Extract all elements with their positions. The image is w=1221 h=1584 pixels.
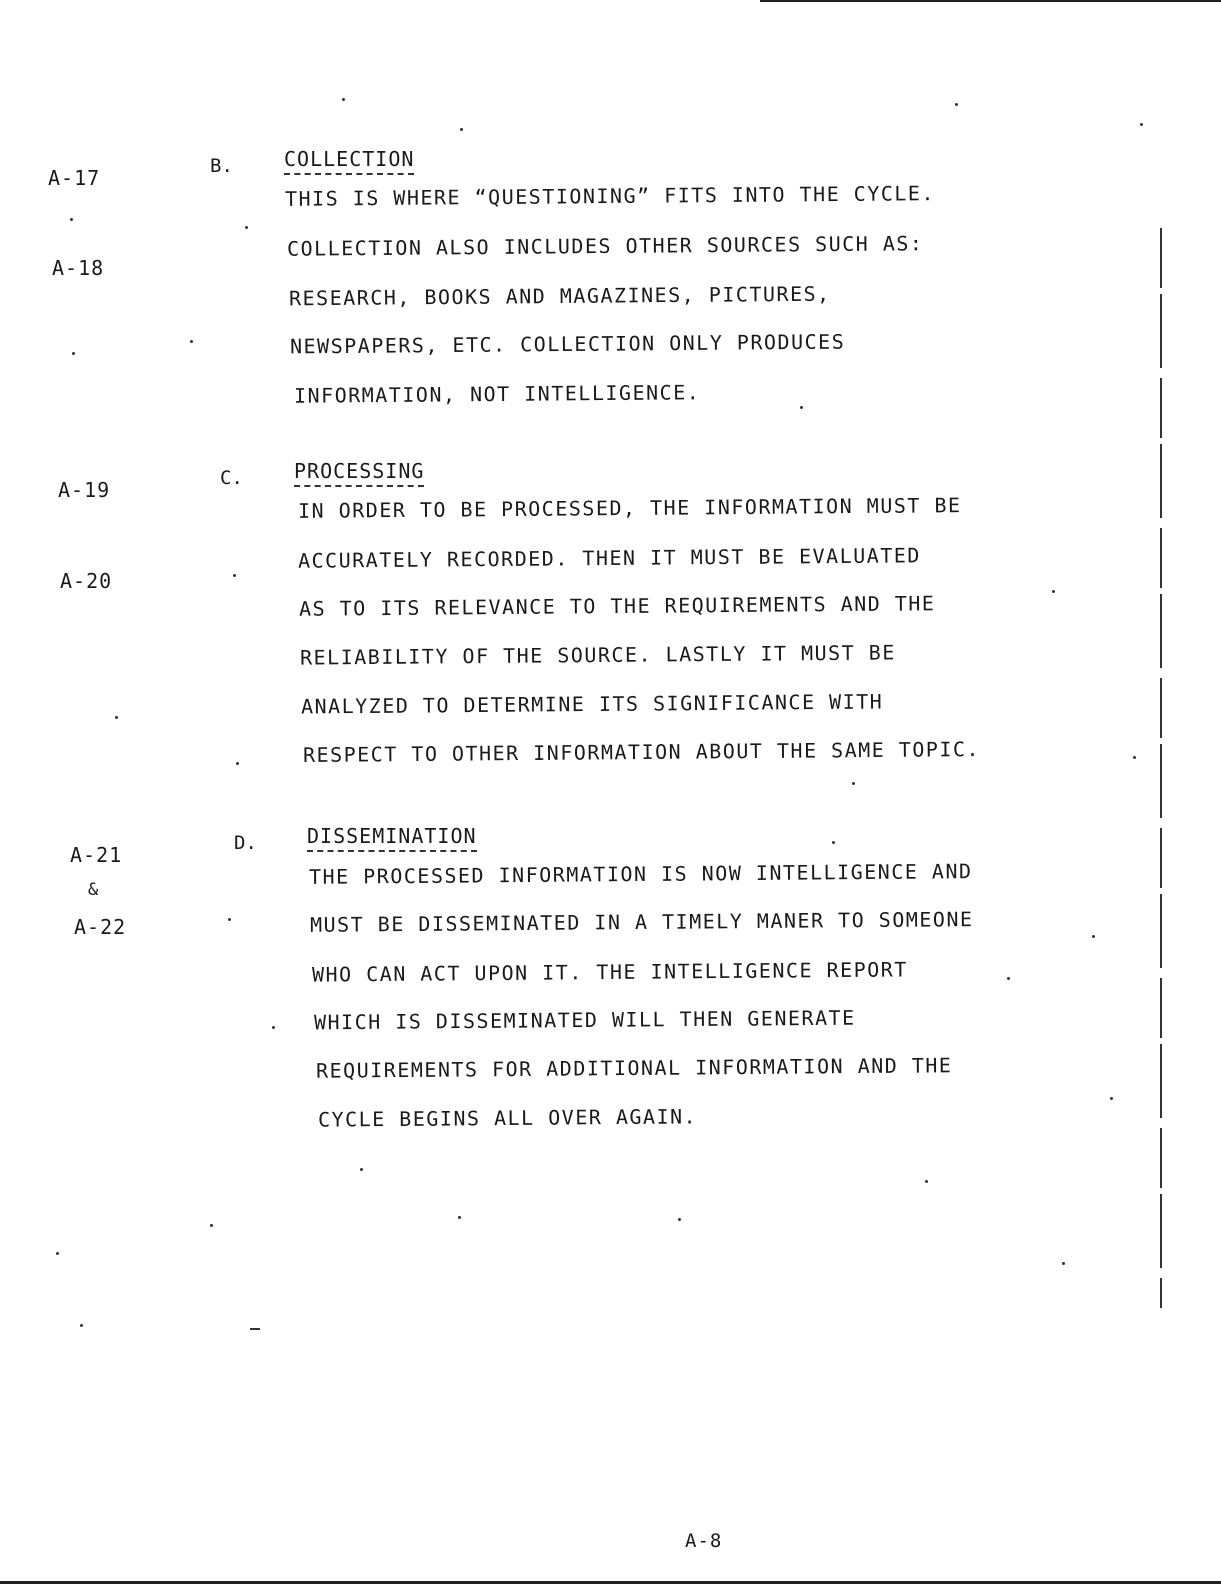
processing-line-6: RESPECT TO OTHER INFORMATION ABOUT THE SAME TOPIC. (302, 737, 981, 767)
scan-speck (1052, 590, 1055, 593)
collection-line-5: INFORMATION, NOT INTELLIGENCE. (293, 380, 701, 408)
scan-speck (272, 1026, 275, 1029)
scan-speck (210, 1224, 213, 1227)
section-letter-b: B. (210, 155, 233, 177)
processing-line-3: AS TO ITS RELEVANCE TO THE REQUIREMENTS AND THE (298, 591, 936, 621)
dissemination-line-3: WHO CAN ACT UPON IT. THE INTELLIGENCE REPORT (311, 957, 908, 987)
scan-speck (342, 98, 345, 101)
scan-speck (1062, 1262, 1065, 1265)
scan-speck (1133, 756, 1136, 759)
dissemination-line-1: THE PROCESSED INFORMATION IS NOW INTELLIGENCE AND (308, 859, 973, 889)
scan-speck (56, 1252, 59, 1255)
scan-speck (70, 218, 73, 221)
scan-speck (1007, 977, 1010, 980)
scan-speck (228, 918, 231, 921)
scan-speck (460, 128, 463, 131)
section-heading-processing: PROCESSING (294, 459, 424, 487)
scan-speck (955, 103, 958, 106)
margin-ref-a21: A-21 (70, 843, 123, 867)
dissemination-line-5: REQUIREMENTS FOR ADDITIONAL INFORMATION AND THE (315, 1053, 953, 1083)
scan-speck (250, 1328, 260, 1330)
scan-speck (236, 762, 239, 765)
section-heading-dissemination: DISSEMINATION (307, 824, 477, 852)
collection-line-1: THIS IS WHERE “QUESTIONING” FITS INTO THE CYCLE. (284, 181, 936, 211)
right-margin-rule (1160, 228, 1162, 1308)
scan-speck (925, 1180, 928, 1183)
processing-line-1: IN ORDER TO BE PROCESSED, THE INFORMATION MUST BE (297, 493, 962, 523)
page-number: A-8 (685, 1530, 723, 1552)
margin-ref-a20: A-20 (60, 569, 113, 593)
scan-speck (245, 226, 248, 229)
scan-speck (80, 1324, 83, 1327)
scan-speck (852, 782, 855, 785)
scan-speck (1140, 123, 1143, 126)
dissemination-line-2: MUST BE DISSEMINATED IN A TIMELY MANER TO SOMEONE (309, 907, 974, 937)
scan-speck (458, 1216, 461, 1219)
scan-speck (832, 841, 835, 844)
margin-ref-a19: A-19 (58, 478, 111, 502)
scan-speck (72, 352, 75, 355)
section-letter-d: D. (234, 832, 257, 854)
section-heading-collection: COLLECTION (284, 147, 414, 175)
collection-line-2: COLLECTION ALSO INCLUDES OTHER SOURCES SUCH AS: (286, 231, 924, 261)
top-edge-rule (760, 0, 1221, 2)
margin-ref-a22: A-22 (74, 915, 127, 939)
scan-speck (233, 574, 236, 577)
margin-ref-a18: A-18 (52, 256, 105, 280)
processing-line-4: RELIABILITY OF THE SOURCE. LASTLY IT MUST BE (299, 640, 896, 670)
dissemination-line-6: CYCLE BEGINS ALL OVER AGAIN. (317, 1104, 698, 1132)
section-letter-c: C. (220, 467, 243, 489)
processing-line-5: ANALYZED TO DETERMINE ITS SIGNIFICANCE WITH (300, 689, 884, 719)
collection-line-3: RESEARCH, BOOKS AND MAGAZINES, PICTURES, (288, 281, 831, 311)
scan-speck (1110, 1097, 1113, 1100)
collection-line-4: NEWSPAPERS, ETC. COLLECTION ONLY PRODUCES (289, 329, 846, 359)
processing-line-2: ACCURATELY RECORDED. THEN IT MUST BE EVALUATED (297, 543, 921, 573)
margin-ref-a17: A-17 (48, 166, 101, 190)
scan-speck (115, 716, 118, 719)
scan-speck (800, 406, 803, 409)
scan-speck (1092, 935, 1095, 938)
margin-ref-ampersand: & (88, 880, 100, 900)
scan-speck (190, 340, 193, 343)
dissemination-line-4: WHICH IS DISSEMINATED WILL THEN GENERATE (313, 1005, 856, 1035)
scan-speck (678, 1218, 681, 1221)
scan-speck (360, 1168, 363, 1171)
